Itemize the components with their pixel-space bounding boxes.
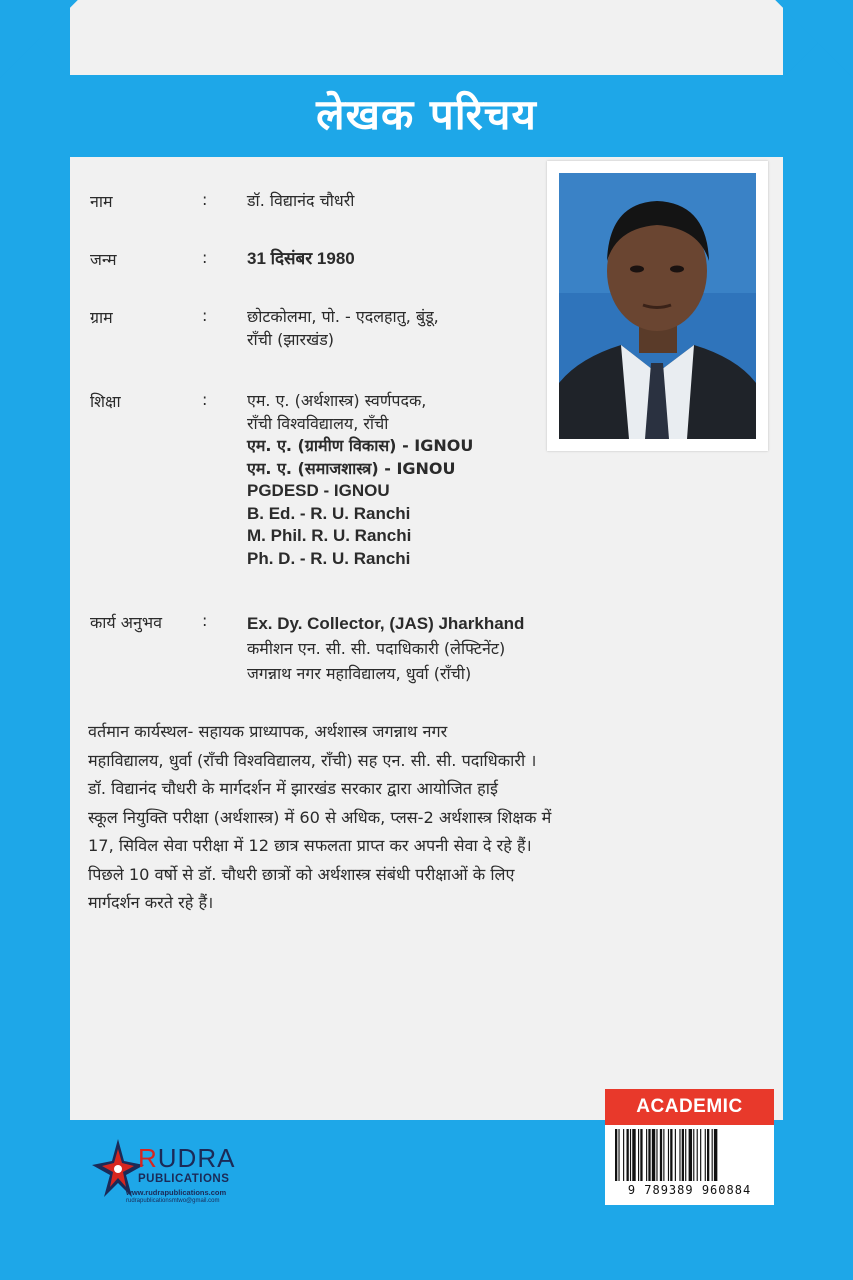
- barcode-bar: [670, 1129, 672, 1181]
- info-colon: :: [202, 306, 208, 325]
- publisher-url: www.rudrapublications.com: [126, 1188, 227, 1197]
- barcode-bar: [640, 1129, 642, 1181]
- info-label: नाम: [90, 192, 113, 211]
- publisher-name-rest: UDRA: [157, 1143, 236, 1173]
- barcode-bar: [652, 1129, 655, 1181]
- barcode-bar: [685, 1129, 686, 1181]
- page-title: लेखक परिचय: [316, 90, 537, 139]
- info-label: ग्राम: [90, 308, 113, 327]
- isbn-barcode: [605, 1125, 774, 1205]
- barcode-bar: [630, 1129, 631, 1181]
- info-value: [247, 611, 524, 686]
- info-colon: :: [202, 190, 208, 209]
- info-line: PGDESD - IGNOU: [247, 481, 390, 500]
- author-photo: [559, 173, 756, 439]
- barcode-bar: [714, 1129, 717, 1181]
- publisher-name-initial: R: [138, 1143, 158, 1173]
- publisher-name: [138, 1143, 235, 1174]
- barcode-bar: [712, 1129, 713, 1181]
- author-portrait-image: [559, 173, 756, 439]
- info-label: जन्म: [90, 250, 117, 269]
- barcode-bar: [679, 1129, 680, 1181]
- barcode-number: 9 789389 960884: [627, 1183, 752, 1197]
- barcode-bars: [605, 1125, 774, 1183]
- author-photo-frame: [547, 161, 768, 451]
- info-line: Ph. D. - R. U. Ranchi: [247, 548, 411, 568]
- publisher-email: rudrapublicationsmtwo@gmail.com: [126, 1198, 220, 1204]
- info-line: जगन्नाथ नगर महाविद्यालय, धुर्वा (राँची): [247, 664, 472, 683]
- info-label: कार्य अनुभव: [90, 613, 163, 632]
- info-value: [247, 190, 354, 213]
- info-line: B. Ed. - R. U. Ranchi: [247, 503, 411, 523]
- info-line: एम. ए. (अर्थशास्त्र) स्वर्णपदक,: [247, 391, 427, 410]
- info-value: [247, 390, 473, 570]
- info-line: डॉ. विद्यानंद चौधरी: [247, 191, 355, 210]
- barcode-bar: [693, 1129, 694, 1181]
- barcode-bar: [618, 1129, 619, 1181]
- barcode-bar: [660, 1129, 662, 1181]
- barcode-bar: [700, 1129, 701, 1181]
- barcode-bar: [707, 1129, 709, 1181]
- info-label: शिक्षा: [90, 392, 121, 411]
- info-line: एम. ए. (समाजशास्त्र) - IGNOU: [247, 458, 456, 478]
- barcode-bar: [627, 1129, 629, 1181]
- barcode-bar: [663, 1129, 664, 1181]
- publisher-logo: [86, 1135, 256, 1215]
- biography-paragraph: [88, 718, 764, 918]
- info-line: राँची (झारखंड): [247, 329, 334, 349]
- info-line: Ex. Dy. Collector, (JAS) Jharkhand: [247, 614, 525, 633]
- info-colon: :: [202, 611, 208, 630]
- category-badge: ACADEMIC: [605, 1089, 774, 1125]
- publisher-sub: PUBLICATIONS: [138, 1173, 230, 1185]
- paragraph-line: पिछले 10 वर्षो से डॉ. चौधरी छात्रों को अर्थशास्त्र संबंधी परीक्षाओं के लिए: [88, 864, 515, 884]
- barcode-bar: [648, 1129, 650, 1181]
- paragraph-line: स्कूल नियुक्ति परीक्षा (अर्थशास्त्र) में 60 से अधिक, प्लस-2 अर्थशास्त्र शिक्षक में: [88, 807, 552, 827]
- barcode-bar: [646, 1129, 647, 1181]
- barcode-bar: [632, 1129, 635, 1181]
- info-value: [247, 248, 355, 271]
- barcode-bar: [656, 1129, 657, 1181]
- paragraph-line: डॉ. विद्यानंद चौधरी के मार्गदर्शन में झारखंड सरकार द्वारा आयोजित हाई: [88, 779, 498, 798]
- info-colon: :: [202, 390, 208, 409]
- paragraph-line: महाविद्यालय, धुर्वा (राँची विश्वविद्यालय, राँची) सह एन. सी. सी. पदाधिकारी ।: [88, 750, 537, 770]
- paragraph-line: मार्गदर्शन करते रहे हैं।: [88, 893, 214, 912]
- barcode-bar: [682, 1129, 684, 1181]
- info-colon: :: [202, 248, 208, 267]
- barcode-bar: [675, 1129, 676, 1181]
- barcode-bar: [705, 1129, 706, 1181]
- barcode-bar: [689, 1129, 692, 1181]
- paragraph-line: 17, सिविल सेवा परीक्षा में 12 छात्र सफलता प्राप्त कर अपनी सेवा दे रहे हैं।: [88, 836, 532, 855]
- barcode-bar: [697, 1129, 698, 1181]
- info-value: [247, 306, 439, 351]
- info-line: M. Phil. R. U. Ranchi: [247, 526, 412, 545]
- info-line: कमीशन एन. सी. सी. पदाधिकारी (लेफ्टिनेंट): [247, 639, 506, 658]
- info-line: 31 दिसंबर 1980: [247, 249, 355, 268]
- info-line: छोटकोलमा, पो. - एदलहातु, बुंडू,: [247, 307, 439, 326]
- paragraph-line: वर्तमान कार्यस्थल- सहायक प्राध्यापक, अर्थशास्त्र जगन्नाथ नगर: [88, 722, 448, 741]
- info-line: राँची विश्वविद्यालय, राँची: [247, 413, 389, 433]
- title-band: [70, 75, 783, 157]
- barcode-bar: [623, 1129, 624, 1181]
- barcode-bar: [668, 1129, 669, 1181]
- barcode-bar: [638, 1129, 639, 1181]
- info-line: एम. ए. (ग्रामीण विकास) - IGNOU: [247, 436, 474, 455]
- barcode-bar: [615, 1129, 617, 1181]
